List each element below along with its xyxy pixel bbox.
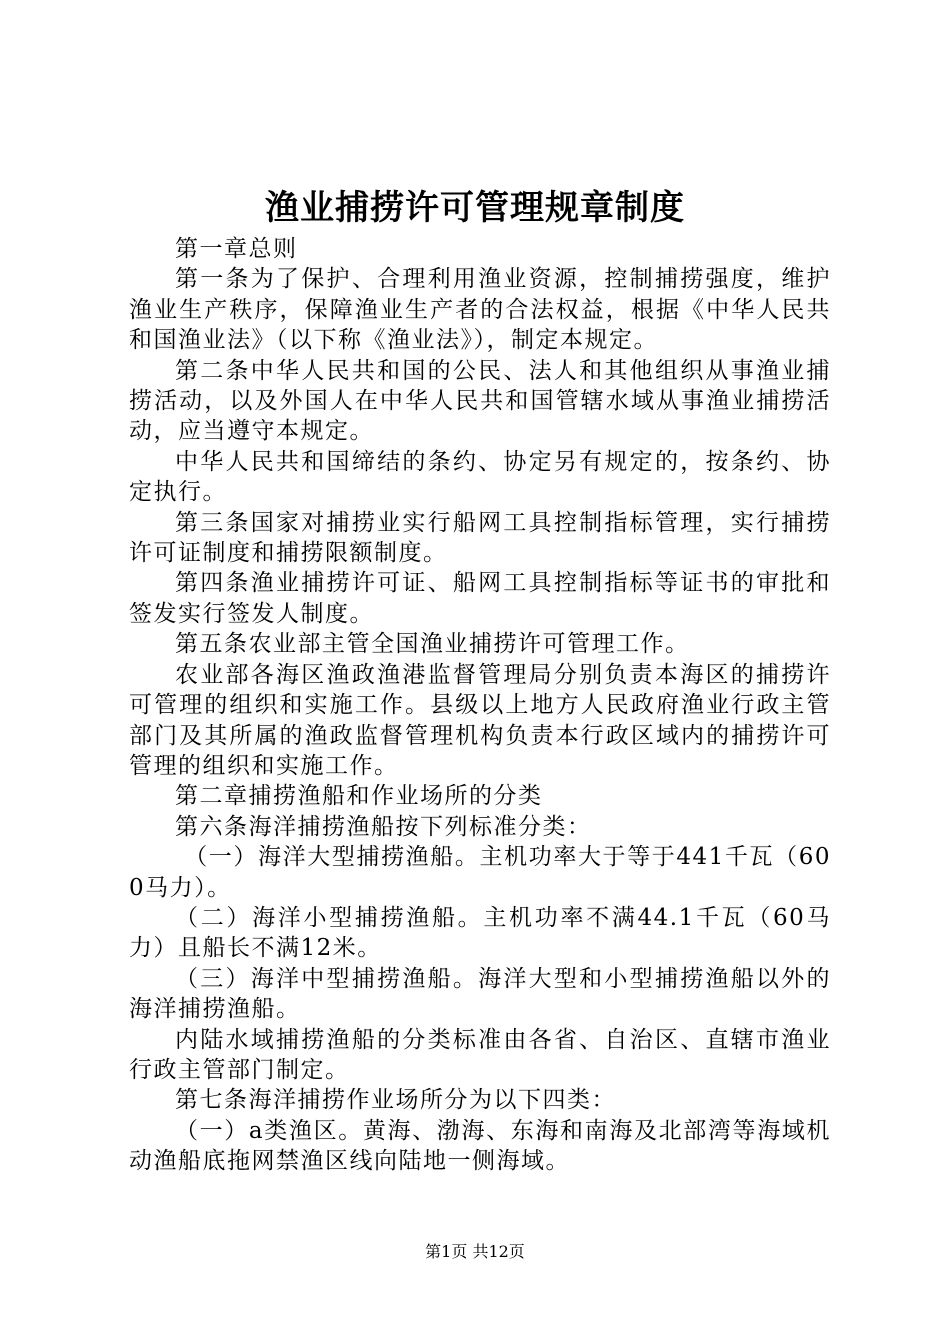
paragraph: 第一条为了保护、合理利用渔业资源，控制捕捞强度，维护渔业生产秩序，保障渔业生产者的合法权益，根据《中华人民共和国渔业法》（以下称《渔业法》），制定本规定。 xyxy=(129,266,831,354)
document-body xyxy=(129,234,831,1177)
paragraph: 第五条农业部主管全国渔业捕捞许可管理工作。 xyxy=(175,631,690,658)
list-item: （一）a类渔区。黄海、渤海、东海和南海及北部湾等海域机动渔船底拖网禁渔区线向陆地一侧海域。 xyxy=(129,1117,831,1175)
page-footer: 第1页 共12页 xyxy=(425,1242,525,1261)
paragraph: 第四条渔业捕捞许可证、船网工具控制指标等证书的审批和签发实行签发人制度。 xyxy=(129,570,831,627)
document-title: 渔业捕捞许可管理规章制度 xyxy=(265,188,685,228)
paragraph: 第七条海洋捕捞作业场所分为以下四类： xyxy=(175,1087,616,1114)
list-item: （一）海洋大型捕捞渔船。主机功率大于等于441千瓦（600马力）。 xyxy=(129,844,831,901)
chapter-heading: 第二章捕捞渔船和作业场所的分类 xyxy=(175,783,543,810)
list-item: （二）海洋小型捕捞渔船。主机功率不满44.1千瓦（60马力）且船长不满12米。 xyxy=(129,904,831,962)
chapter-heading: 第一章总则 xyxy=(175,236,298,262)
paragraph: 第二条中华人民共和国的公民、法人和其他组织从事渔业捕捞活动，以及外国人在中华人民共和国管辖水域从事渔业捕捞活动，应当遵守本规定。 xyxy=(129,357,831,445)
paragraph: 第六条海洋捕捞渔船按下列标准分类： xyxy=(175,813,592,840)
paragraph: 内陆水域捕捞渔船的分类标准由各省、自治区、直辖市渔业行政主管部门制定。 xyxy=(129,1026,831,1083)
paragraph: 农业部各海区渔政渔港监督管理局分别负责本海区的捕捞许可管理的组织和实施工作。县级以上地方人民政府渔业行政主管部门及其所属的渔政监督管理机构负责本行政区域内的捕捞许可管理的组织和实施工作。 xyxy=(129,661,831,779)
list-item: （三）海洋中型捕捞渔船。海洋大型和小型捕捞渔船以外的海洋捕捞渔船。 xyxy=(129,965,831,1023)
paragraph: 第三条国家对捕捞业实行船网工具控制指标管理，实行捕捞许可证制度和捕捞限额制度。 xyxy=(129,509,831,567)
paragraph: 中华人民共和国缔结的条约、协定另有规定的，按条约、协定执行。 xyxy=(129,448,831,506)
